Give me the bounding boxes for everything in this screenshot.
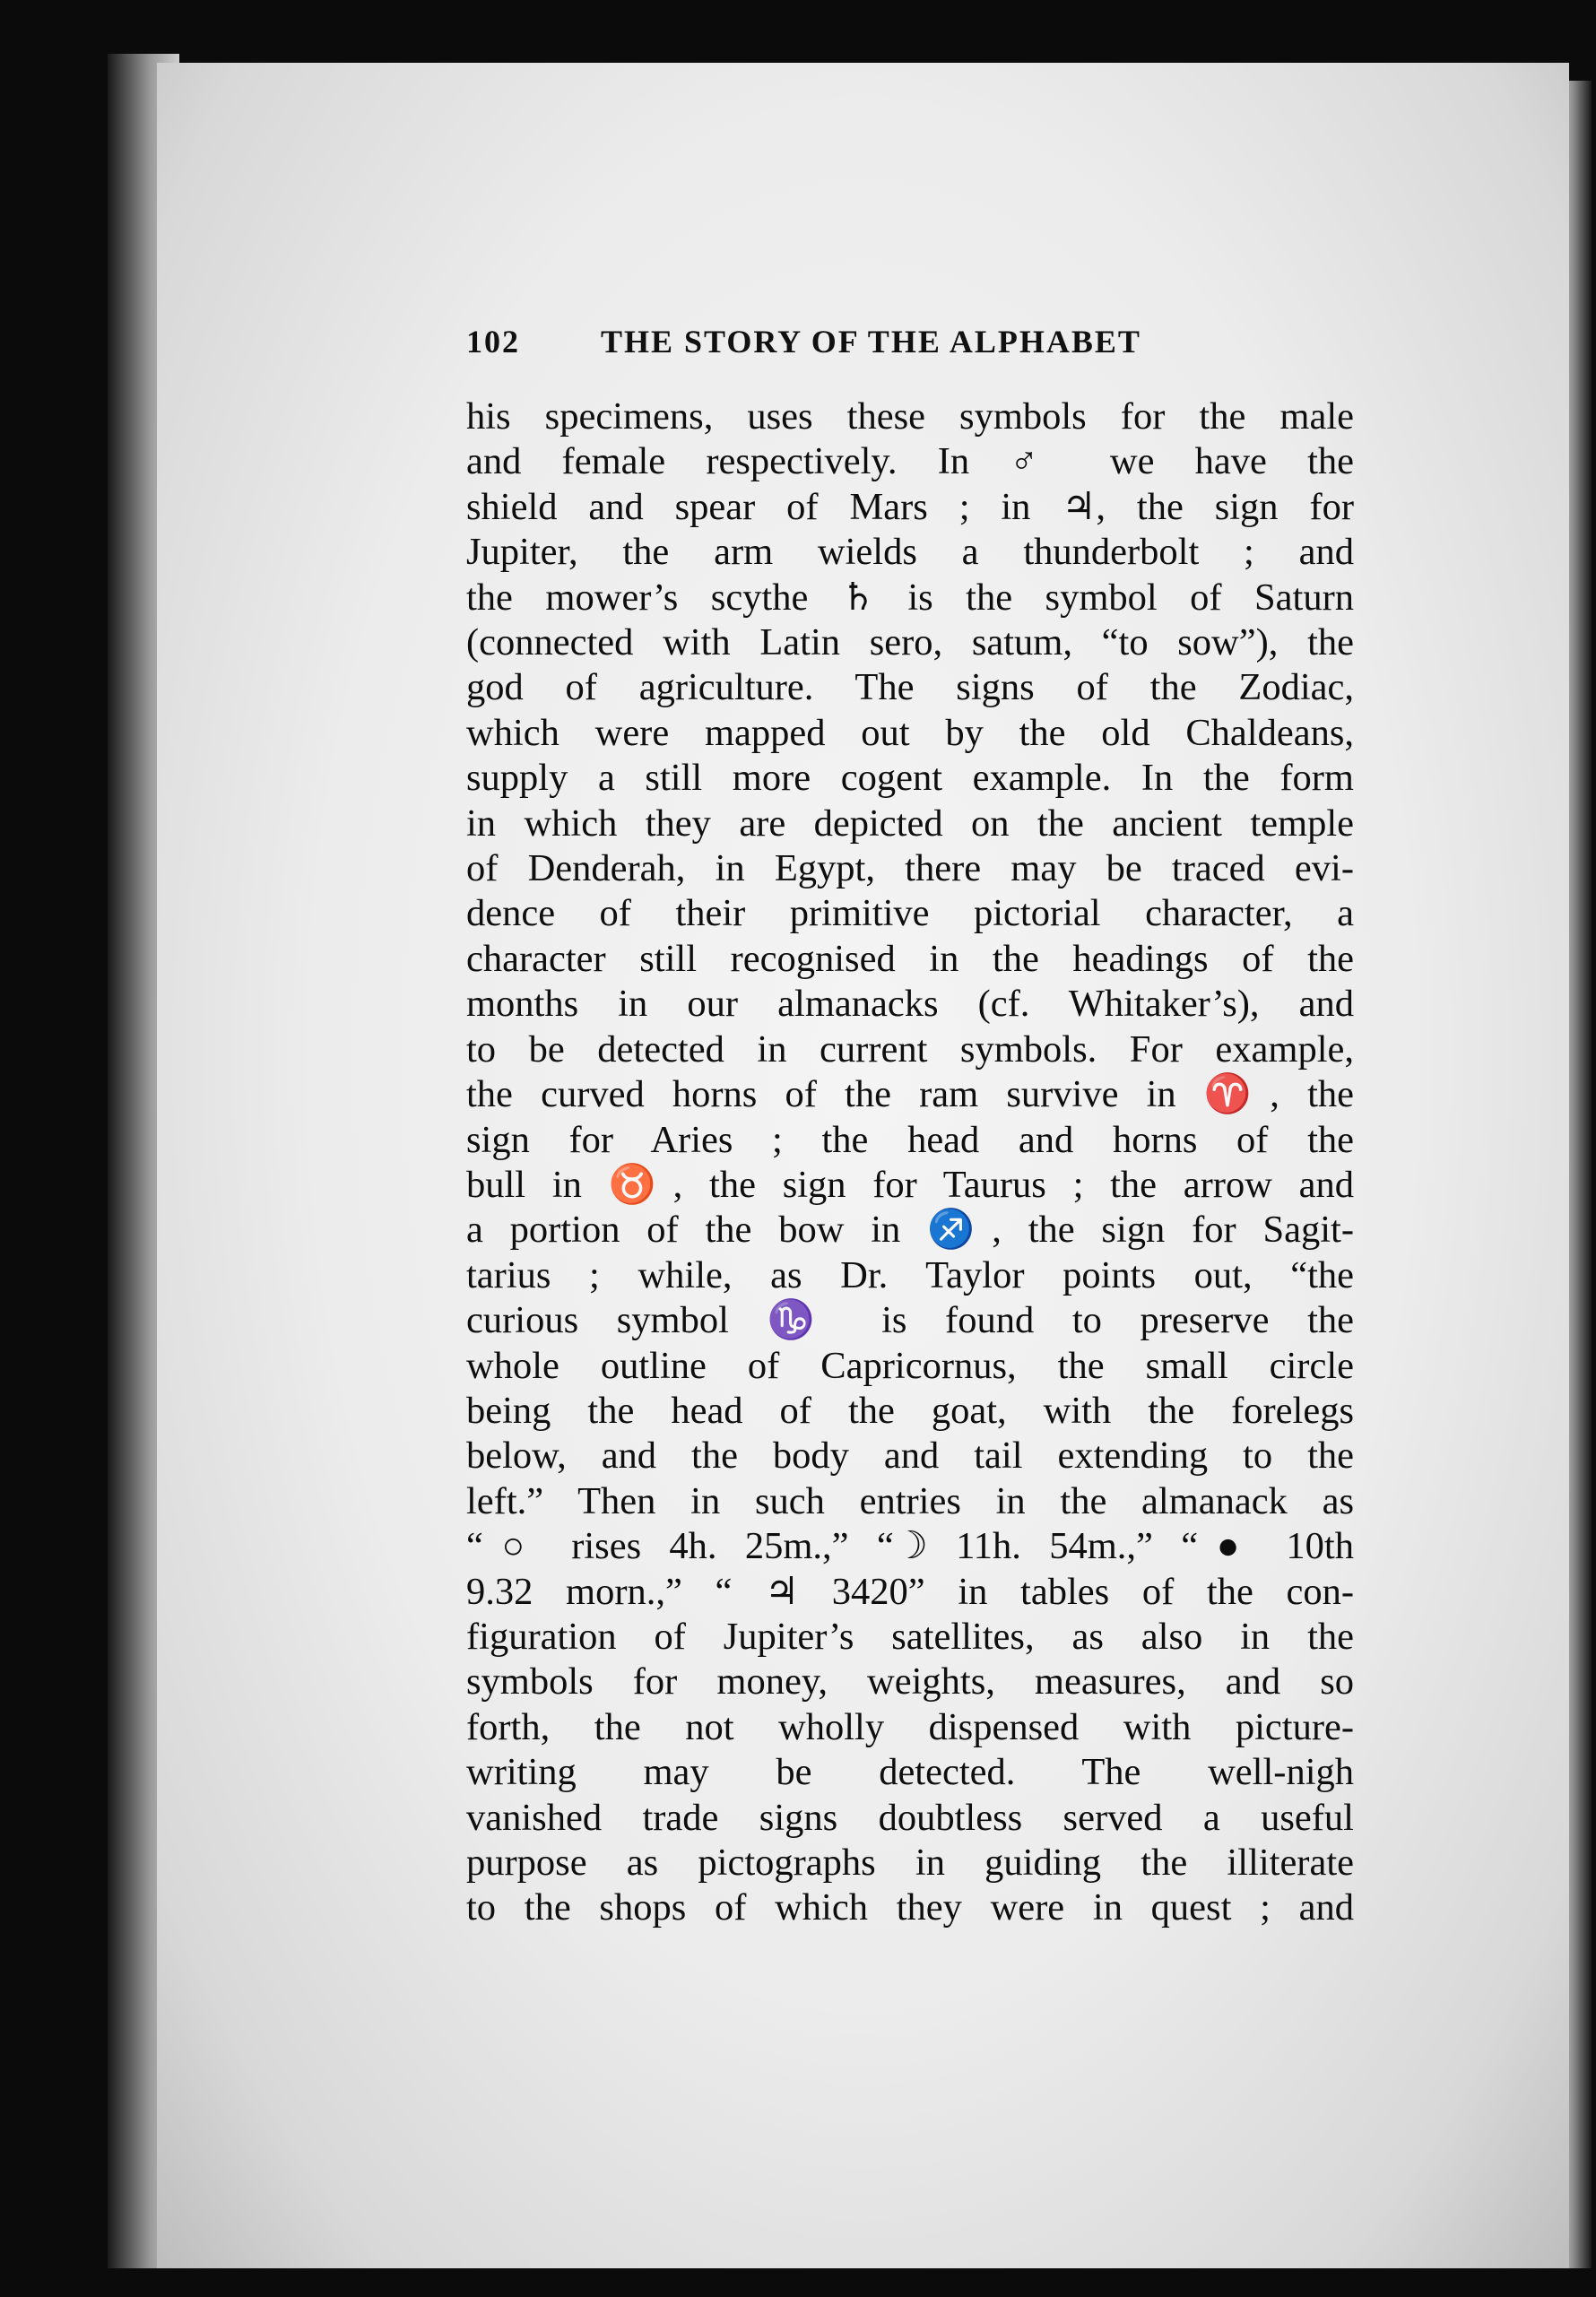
text-line: the mower’s scythe ♄ is the symbol of Saturn	[466, 576, 1354, 619]
text-line: purpose as pictographs in guiding the illiterate	[466, 1842, 1354, 1884]
text-line: being the head of the goat, with the forelegs	[466, 1389, 1354, 1432]
text-line: curious symbol ♑ is found to preserve the	[466, 1299, 1354, 1342]
text-line: forth, the not wholly dispensed with picture-	[466, 1705, 1354, 1748]
text-line: writing may be detected. The well-nigh	[466, 1751, 1354, 1794]
text-line: the curved horns of the ram survive in ♈, the	[466, 1073, 1354, 1116]
body-text	[466, 394, 1354, 1931]
page-number: 102	[466, 324, 520, 360]
text-line: “○ rises 4h. 25m.,” “☽ 11h. 54m.,” “● 10th	[466, 1525, 1354, 1568]
text-line: bull in ♉, the sign for Taurus ; the arrow and	[466, 1163, 1354, 1206]
text-line: of Denderah, in Egypt, there may be traced evi-	[466, 847, 1354, 890]
text-line: months in our almanacks (cf. Whitaker’s), and	[466, 983, 1354, 1026]
text-line: which were mapped out by the old Chaldeans,	[466, 711, 1354, 754]
text-line: his specimens, uses these symbols for the male	[466, 395, 1354, 438]
text-line: shield and spear of Mars ; in ♃, the sign for	[466, 485, 1354, 528]
text-line: Jupiter, the arm wields a thunderbolt ; and	[466, 531, 1354, 574]
text-line: a portion of the bow in ♐, the sign for Sagit-	[466, 1209, 1354, 1252]
running-head	[466, 323, 1210, 368]
text-line: in which they are depicted on the ancient temple	[466, 802, 1354, 845]
text-line: supply a still more cogent example. In the form	[466, 757, 1354, 800]
text-line: dence of their primitive pictorial character, a	[466, 892, 1354, 935]
text-line: tarius ; while, as Dr. Taylor points out, “the	[466, 1253, 1354, 1296]
text-line: to the shops of which they were in quest ; and	[466, 1886, 1354, 1929]
text-line: and female respectively. In ♂ we have the	[466, 440, 1354, 483]
text-line: whole outline of Capricornus, the small circle	[466, 1344, 1354, 1387]
text-line: god of agriculture. The signs of the Zodiac,	[466, 666, 1354, 709]
text-line: vanished trade signs doubtless served a useful	[466, 1796, 1354, 1839]
text-line: sign for Aries ; the head and horns of the	[466, 1118, 1354, 1161]
text-line: 9.32 morn.,” “ ♃ 3420” in tables of the con-	[466, 1570, 1354, 1613]
text-line: (connected with Latin sero, satum, “to sow”), the	[466, 621, 1354, 664]
text-line: below, and the body and tail extending to the	[466, 1435, 1354, 1478]
text-line: left.” Then in such entries in the almanack as	[466, 1479, 1354, 1522]
text-line: character still recognised in the headings of the	[466, 937, 1354, 980]
running-title: THE STORY OF THE ALPHABET	[601, 324, 1141, 360]
text-line: symbols for money, weights, measures, and so	[466, 1660, 1354, 1703]
text-line: figuration of Jupiter’s satellites, as also in the	[466, 1615, 1354, 1658]
text-line: to be detected in current symbols. For example,	[466, 1027, 1354, 1070]
